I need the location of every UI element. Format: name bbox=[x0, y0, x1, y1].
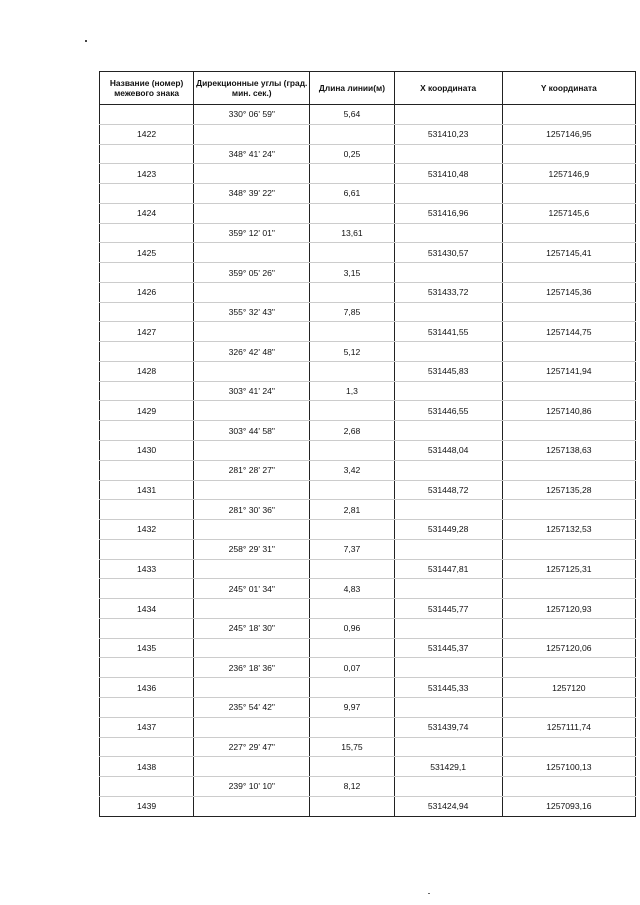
y-cell bbox=[502, 381, 635, 401]
y-cell bbox=[502, 500, 635, 520]
name-cell bbox=[100, 223, 194, 243]
length-cell: 4,83 bbox=[310, 579, 394, 599]
angle-cell bbox=[194, 441, 310, 461]
y-cell bbox=[502, 618, 635, 638]
x-cell bbox=[394, 618, 502, 638]
y-cell: 1257093,16 bbox=[502, 796, 635, 816]
angle-cell bbox=[194, 124, 310, 144]
name-cell: 1433 bbox=[100, 559, 194, 579]
x-cell bbox=[394, 500, 502, 520]
y-cell: 1257145,41 bbox=[502, 243, 635, 263]
x-cell: 531448,04 bbox=[394, 441, 502, 461]
name-cell: 1423 bbox=[100, 164, 194, 184]
boundary-coordinates-table bbox=[99, 71, 636, 817]
x-cell bbox=[394, 302, 502, 322]
y-cell bbox=[502, 263, 635, 283]
y-cell bbox=[502, 737, 635, 757]
header-y: Y координата bbox=[502, 72, 635, 105]
name-cell: 1430 bbox=[100, 441, 194, 461]
table-row bbox=[100, 460, 636, 480]
name-cell: 1431 bbox=[100, 480, 194, 500]
angle-cell bbox=[194, 243, 310, 263]
y-cell bbox=[502, 342, 635, 362]
angle-cell: 227° 29' 47" bbox=[194, 737, 310, 757]
length-cell bbox=[310, 757, 394, 777]
y-cell: 1257135,28 bbox=[502, 480, 635, 500]
name-cell bbox=[100, 539, 194, 559]
name-cell: 1426 bbox=[100, 282, 194, 302]
y-cell: 1257111,74 bbox=[502, 717, 635, 737]
name-cell: 1425 bbox=[100, 243, 194, 263]
name-cell bbox=[100, 500, 194, 520]
x-cell: 531429,1 bbox=[394, 757, 502, 777]
table-row bbox=[100, 342, 636, 362]
length-cell: 7,85 bbox=[310, 302, 394, 322]
name-cell bbox=[100, 697, 194, 717]
angle-cell bbox=[194, 717, 310, 737]
x-cell: 531439,74 bbox=[394, 717, 502, 737]
y-cell: 1257132,53 bbox=[502, 520, 635, 540]
table-row bbox=[100, 144, 636, 164]
name-cell bbox=[100, 777, 194, 797]
table-row bbox=[100, 638, 636, 658]
table-row bbox=[100, 322, 636, 342]
length-cell bbox=[310, 480, 394, 500]
table-row bbox=[100, 757, 636, 777]
angle-cell: 348° 41' 24" bbox=[194, 144, 310, 164]
table-row bbox=[100, 203, 636, 223]
x-cell bbox=[394, 777, 502, 797]
length-cell bbox=[310, 164, 394, 184]
table-row bbox=[100, 737, 636, 757]
table-row bbox=[100, 282, 636, 302]
name-cell: 1437 bbox=[100, 717, 194, 737]
name-cell: 1435 bbox=[100, 638, 194, 658]
angle-cell: 359° 12' 01" bbox=[194, 223, 310, 243]
table-header-row bbox=[100, 72, 636, 105]
table-row bbox=[100, 480, 636, 500]
angle-cell: 359° 05' 26" bbox=[194, 263, 310, 283]
x-cell: 531447,81 bbox=[394, 559, 502, 579]
y-cell bbox=[502, 223, 635, 243]
length-cell: 5,64 bbox=[310, 105, 394, 125]
angle-cell: 281° 28' 27" bbox=[194, 460, 310, 480]
length-cell bbox=[310, 243, 394, 263]
length-cell: 6,61 bbox=[310, 184, 394, 204]
table-row bbox=[100, 678, 636, 698]
table-row bbox=[100, 124, 636, 144]
name-cell bbox=[100, 302, 194, 322]
y-cell bbox=[502, 302, 635, 322]
angle-cell bbox=[194, 520, 310, 540]
length-cell bbox=[310, 520, 394, 540]
x-cell: 531410,48 bbox=[394, 164, 502, 184]
name-cell: 1434 bbox=[100, 599, 194, 619]
table-row bbox=[100, 599, 636, 619]
x-cell: 531424,94 bbox=[394, 796, 502, 816]
length-cell: 8,12 bbox=[310, 777, 394, 797]
header-name: Название (номер) межевого знака bbox=[100, 72, 194, 105]
angle-cell bbox=[194, 361, 310, 381]
y-cell: 1257144,75 bbox=[502, 322, 635, 342]
y-cell bbox=[502, 144, 635, 164]
angle-cell bbox=[194, 322, 310, 342]
length-cell: 9,97 bbox=[310, 697, 394, 717]
table-row bbox=[100, 421, 636, 441]
angle-cell: 348° 39' 22" bbox=[194, 184, 310, 204]
length-cell bbox=[310, 678, 394, 698]
angle-cell bbox=[194, 282, 310, 302]
angle-cell bbox=[194, 559, 310, 579]
x-cell: 531433,72 bbox=[394, 282, 502, 302]
x-cell bbox=[394, 263, 502, 283]
scan-speck bbox=[85, 40, 87, 42]
x-cell: 531445,83 bbox=[394, 361, 502, 381]
x-cell: 531449,28 bbox=[394, 520, 502, 540]
x-cell: 531445,37 bbox=[394, 638, 502, 658]
table-row bbox=[100, 105, 636, 125]
y-cell: 1257146,95 bbox=[502, 124, 635, 144]
y-cell: 1257140,86 bbox=[502, 401, 635, 421]
length-cell bbox=[310, 124, 394, 144]
angle-cell bbox=[194, 203, 310, 223]
length-cell: 2,68 bbox=[310, 421, 394, 441]
table-row bbox=[100, 263, 636, 283]
length-cell: 13,61 bbox=[310, 223, 394, 243]
name-cell: 1427 bbox=[100, 322, 194, 342]
x-cell: 531445,77 bbox=[394, 599, 502, 619]
x-cell: 531445,33 bbox=[394, 678, 502, 698]
x-cell bbox=[394, 460, 502, 480]
y-cell: 1257138,63 bbox=[502, 441, 635, 461]
y-cell: 1257120,93 bbox=[502, 599, 635, 619]
name-cell bbox=[100, 105, 194, 125]
name-cell: 1429 bbox=[100, 401, 194, 421]
x-cell bbox=[394, 223, 502, 243]
name-cell bbox=[100, 737, 194, 757]
length-cell: 2,81 bbox=[310, 500, 394, 520]
y-cell bbox=[502, 184, 635, 204]
name-cell: 1424 bbox=[100, 203, 194, 223]
y-cell bbox=[502, 579, 635, 599]
y-cell bbox=[502, 697, 635, 717]
angle-cell bbox=[194, 638, 310, 658]
table-row bbox=[100, 618, 636, 638]
name-cell: 1438 bbox=[100, 757, 194, 777]
name-cell: 1439 bbox=[100, 796, 194, 816]
table-row bbox=[100, 658, 636, 678]
angle-cell: 235° 54' 42" bbox=[194, 697, 310, 717]
y-cell: 1257145,6 bbox=[502, 203, 635, 223]
x-cell bbox=[394, 539, 502, 559]
length-cell bbox=[310, 796, 394, 816]
length-cell: 0,96 bbox=[310, 618, 394, 638]
table-row bbox=[100, 697, 636, 717]
name-cell: 1432 bbox=[100, 520, 194, 540]
y-cell bbox=[502, 777, 635, 797]
angle-cell bbox=[194, 401, 310, 421]
y-cell: 1257120,06 bbox=[502, 638, 635, 658]
x-cell bbox=[394, 658, 502, 678]
angle-cell: 281° 30' 36" bbox=[194, 500, 310, 520]
length-cell bbox=[310, 203, 394, 223]
name-cell: 1428 bbox=[100, 361, 194, 381]
length-cell: 0,07 bbox=[310, 658, 394, 678]
x-cell bbox=[394, 697, 502, 717]
y-cell: 1257141,94 bbox=[502, 361, 635, 381]
length-cell bbox=[310, 638, 394, 658]
y-cell: 1257100,13 bbox=[502, 757, 635, 777]
table-row bbox=[100, 520, 636, 540]
table-row bbox=[100, 302, 636, 322]
length-cell bbox=[310, 599, 394, 619]
header-length: Длина линии(м) bbox=[310, 72, 394, 105]
name-cell bbox=[100, 579, 194, 599]
name-cell bbox=[100, 460, 194, 480]
table-body bbox=[100, 105, 636, 817]
x-cell bbox=[394, 184, 502, 204]
angle-cell bbox=[194, 599, 310, 619]
table-row bbox=[100, 717, 636, 737]
table-row bbox=[100, 500, 636, 520]
length-cell bbox=[310, 361, 394, 381]
x-cell bbox=[394, 421, 502, 441]
name-cell bbox=[100, 381, 194, 401]
length-cell bbox=[310, 717, 394, 737]
angle-cell: 236° 18' 36" bbox=[194, 658, 310, 678]
angle-cell: 258° 29' 31" bbox=[194, 539, 310, 559]
length-cell: 3,42 bbox=[310, 460, 394, 480]
x-cell: 531416,96 bbox=[394, 203, 502, 223]
x-cell bbox=[394, 105, 502, 125]
length-cell: 1,3 bbox=[310, 381, 394, 401]
angle-cell bbox=[194, 796, 310, 816]
x-cell bbox=[394, 381, 502, 401]
table-row bbox=[100, 164, 636, 184]
angle-cell bbox=[194, 480, 310, 500]
table-row bbox=[100, 223, 636, 243]
table-row bbox=[100, 539, 636, 559]
length-cell bbox=[310, 559, 394, 579]
y-cell bbox=[502, 658, 635, 678]
x-cell: 531441,55 bbox=[394, 322, 502, 342]
x-cell: 531448,72 bbox=[394, 480, 502, 500]
header-x: X координата bbox=[394, 72, 502, 105]
name-cell bbox=[100, 342, 194, 362]
table-row bbox=[100, 559, 636, 579]
table-row bbox=[100, 243, 636, 263]
x-cell: 531446,55 bbox=[394, 401, 502, 421]
table-row bbox=[100, 777, 636, 797]
angle-cell: 330° 06' 59" bbox=[194, 105, 310, 125]
x-cell: 531410,23 bbox=[394, 124, 502, 144]
y-cell bbox=[502, 421, 635, 441]
table-row bbox=[100, 184, 636, 204]
table-row bbox=[100, 401, 636, 421]
y-cell: 1257145,36 bbox=[502, 282, 635, 302]
name-cell bbox=[100, 421, 194, 441]
angle-cell: 245° 01' 34" bbox=[194, 579, 310, 599]
length-cell bbox=[310, 282, 394, 302]
x-cell bbox=[394, 737, 502, 757]
y-cell bbox=[502, 460, 635, 480]
scan-speck bbox=[428, 893, 430, 894]
name-cell: 1436 bbox=[100, 678, 194, 698]
name-cell bbox=[100, 618, 194, 638]
table-row bbox=[100, 579, 636, 599]
length-cell bbox=[310, 441, 394, 461]
name-cell bbox=[100, 658, 194, 678]
table-row bbox=[100, 381, 636, 401]
length-cell: 7,37 bbox=[310, 539, 394, 559]
y-cell: 1257146,9 bbox=[502, 164, 635, 184]
x-cell bbox=[394, 144, 502, 164]
length-cell bbox=[310, 401, 394, 421]
table-row bbox=[100, 361, 636, 381]
length-cell: 0,25 bbox=[310, 144, 394, 164]
angle-cell: 245° 18' 30" bbox=[194, 618, 310, 638]
name-cell bbox=[100, 144, 194, 164]
header-angle: Дирекционные углы (град. мин. сек.) bbox=[194, 72, 310, 105]
length-cell: 5,12 bbox=[310, 342, 394, 362]
angle-cell bbox=[194, 678, 310, 698]
x-cell: 531430,57 bbox=[394, 243, 502, 263]
y-cell bbox=[502, 105, 635, 125]
angle-cell: 326° 42' 48" bbox=[194, 342, 310, 362]
y-cell bbox=[502, 539, 635, 559]
angle-cell: 303° 41' 24" bbox=[194, 381, 310, 401]
angle-cell bbox=[194, 164, 310, 184]
angle-cell bbox=[194, 757, 310, 777]
y-cell: 1257120 bbox=[502, 678, 635, 698]
table-row bbox=[100, 441, 636, 461]
x-cell bbox=[394, 579, 502, 599]
length-cell bbox=[310, 322, 394, 342]
angle-cell: 239° 10' 10" bbox=[194, 777, 310, 797]
length-cell: 3,15 bbox=[310, 263, 394, 283]
name-cell bbox=[100, 263, 194, 283]
y-cell: 1257125,31 bbox=[502, 559, 635, 579]
name-cell: 1422 bbox=[100, 124, 194, 144]
angle-cell: 355° 32' 43" bbox=[194, 302, 310, 322]
x-cell bbox=[394, 342, 502, 362]
angle-cell: 303° 44' 58" bbox=[194, 421, 310, 441]
table-row bbox=[100, 796, 636, 816]
name-cell bbox=[100, 184, 194, 204]
length-cell: 15,75 bbox=[310, 737, 394, 757]
